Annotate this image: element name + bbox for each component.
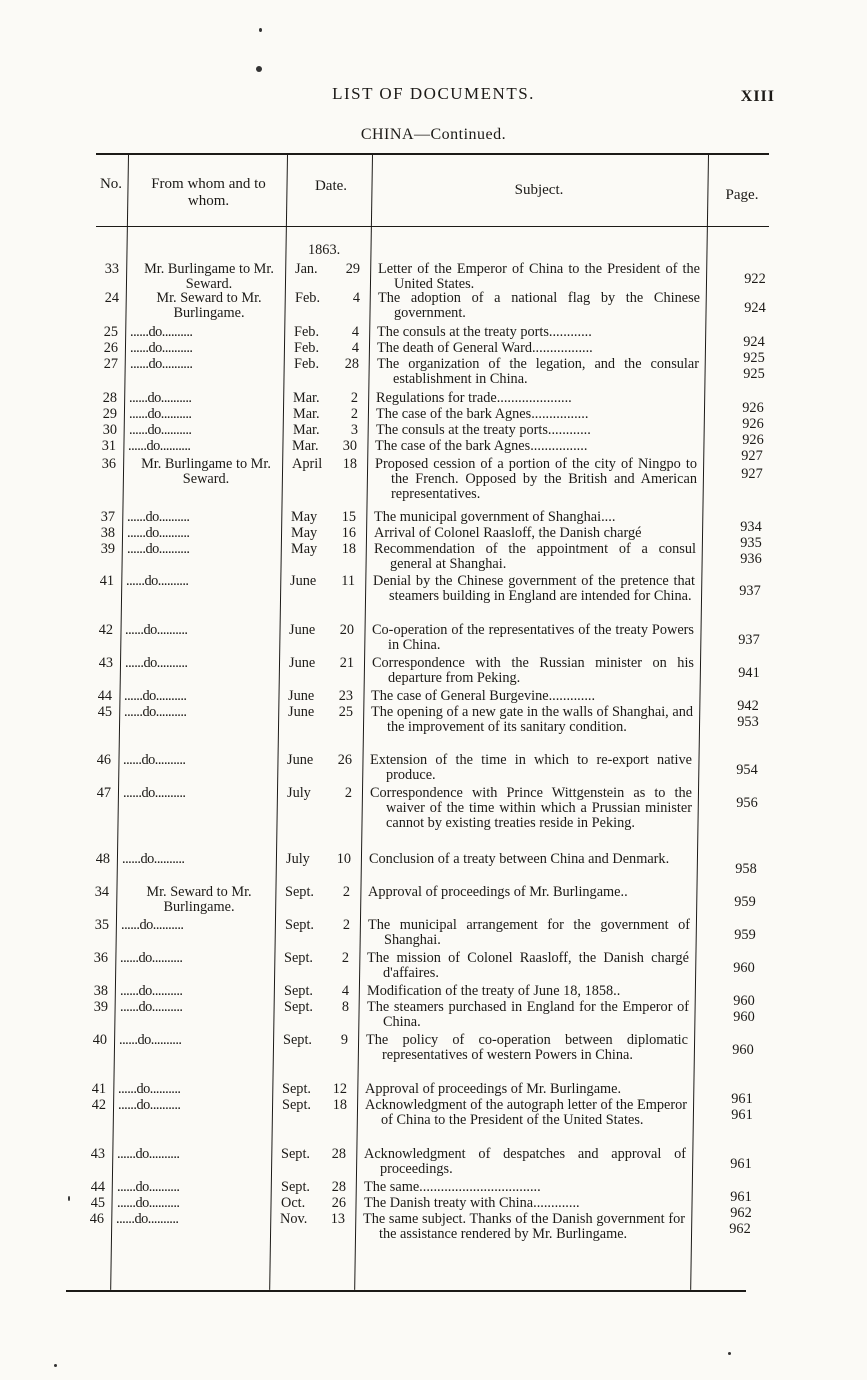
- row-page: 959: [734, 894, 756, 910]
- row-page: 936: [740, 551, 762, 567]
- row-date-day: 13: [330, 1211, 345, 1227]
- row-date-day: 23: [338, 688, 353, 704]
- row-correspondents: ......do..........: [116, 1211, 179, 1227]
- row-date-month: Feb.: [294, 324, 320, 340]
- row-date-day: 2: [342, 884, 350, 900]
- row-number: 25: [103, 324, 118, 340]
- row-number: 26: [103, 340, 118, 356]
- row-subject: The case of the bark Agnes................: [376, 406, 589, 422]
- row-page: 925: [743, 350, 765, 366]
- row-date-day: 20: [339, 622, 354, 638]
- row-subject: The death of General Ward.................: [377, 340, 593, 356]
- row-correspondents: Mr. Burlingame to Mr. Seward.: [144, 261, 274, 292]
- row-correspondents: ......do..........: [126, 573, 189, 589]
- row-page: 925: [743, 366, 765, 382]
- row-correspondents: ......do..........: [123, 785, 186, 801]
- row-number: 38: [100, 525, 115, 541]
- row-page: 956: [736, 795, 758, 811]
- row-number: 39: [93, 999, 108, 1015]
- row-date-month: Nov.: [280, 1211, 308, 1227]
- table-bottom-rule: [66, 1290, 746, 1292]
- row-correspondents: ......do..........: [119, 1032, 182, 1048]
- row-date-month: Feb.: [295, 290, 321, 306]
- row-date-month: June: [290, 573, 317, 589]
- row-subject: Letter of the Emperor of China to the President of the United States.: [378, 261, 700, 292]
- row-page: 960: [733, 993, 755, 1009]
- row-subject: The case of General Burgevine.............: [371, 688, 596, 704]
- section-title: CHINA—Continued.: [360, 126, 507, 143]
- row-date-day: 3: [350, 422, 358, 438]
- row-date-day: 26: [337, 752, 352, 768]
- row-correspondents: ......do..........: [128, 438, 191, 454]
- row-subject: The municipal government of Shanghai....: [374, 509, 616, 525]
- row-correspondents: Mr. Seward to Mr. Burlingame.: [146, 884, 252, 915]
- row-page: 960: [733, 960, 755, 976]
- row-number: 46: [96, 752, 111, 768]
- row-subject: The steamers purchased in England for the Emperor of China.: [367, 999, 689, 1030]
- row-subject: The case of the bark Agnes................: [375, 438, 588, 454]
- row-page: 962: [730, 1205, 752, 1221]
- row-page: 954: [736, 762, 758, 778]
- row-page: 961: [731, 1107, 753, 1123]
- row-number: 28: [102, 390, 117, 406]
- row-correspondents: Mr. Burlingame to Mr. Seward.: [141, 456, 271, 487]
- column-header-page: Page.: [725, 187, 759, 203]
- row-date-month: Mar.: [293, 406, 320, 422]
- row-correspondents: ......do..........: [129, 406, 192, 422]
- row-date-month: June: [287, 752, 314, 768]
- row-subject: Acknowledgment of despatches and approval of proceedings.: [364, 1146, 686, 1177]
- row-page: 953: [737, 714, 759, 730]
- row-number: 40: [92, 1032, 107, 1048]
- row-subject: The policy of co-operation between diplomatic representatives of western Powers in China.: [366, 1032, 688, 1063]
- row-number: 48: [95, 851, 110, 867]
- row-date-day: 4: [351, 340, 359, 356]
- scan-speck: [68, 1196, 70, 1201]
- row-number: 39: [100, 541, 115, 557]
- row-number: 34: [94, 884, 109, 900]
- row-page: 962: [729, 1221, 751, 1237]
- row-page: 926: [742, 416, 764, 432]
- row-date-month: June: [288, 704, 315, 720]
- row-date-day: 2: [341, 950, 349, 966]
- row-correspondents: ......do..........: [117, 1146, 180, 1162]
- row-subject: Correspondence with Prince Wittgenstein as to the waiver of the time within which a Prussian minister cannot by existing treaties reside in Peking.: [370, 785, 692, 831]
- row-correspondents: ......do..........: [124, 688, 187, 704]
- row-date-month: July: [286, 851, 310, 867]
- row-number: 36: [93, 950, 108, 966]
- row-date-month: Sept.: [285, 884, 314, 900]
- row-number: 24: [104, 290, 119, 306]
- row-number: 36: [101, 456, 116, 472]
- row-page: 927: [741, 466, 763, 482]
- row-page: 960: [732, 1042, 754, 1058]
- row-subject: The consuls at the treaty ports............: [376, 422, 591, 438]
- page-number: XIII: [740, 88, 775, 105]
- row-correspondents: ......do..........: [121, 917, 184, 933]
- row-page: 926: [742, 400, 764, 416]
- row-page: 961: [730, 1156, 752, 1172]
- row-date-month: Sept.: [284, 950, 313, 966]
- row-correspondents: ......do..........: [120, 950, 183, 966]
- row-date-day: 28: [331, 1146, 346, 1162]
- row-number: 33: [104, 261, 119, 277]
- scan-speck: [259, 28, 262, 32]
- row-subject: The organization of the legation, and the consular establishment in China.: [377, 356, 699, 387]
- scan-speck: [256, 66, 262, 72]
- row-number: 45: [97, 704, 112, 720]
- row-date-month: July: [287, 785, 311, 801]
- row-number: 42: [91, 1097, 106, 1113]
- row-number: 47: [96, 785, 111, 801]
- row-subject: Extension of the time in which to re-export native produce.: [370, 752, 692, 783]
- row-page: 937: [738, 632, 760, 648]
- row-number: 37: [100, 509, 115, 525]
- row-subject: Approval of proceedings of Mr. Burlingame.: [365, 1081, 622, 1097]
- row-number: 45: [90, 1195, 105, 1211]
- row-date-day: 25: [338, 704, 353, 720]
- row-date-month: Mar.: [293, 422, 320, 438]
- row-subject: Recommendation of the appointment of a consul general at Shanghai.: [374, 541, 696, 572]
- row-date-day: 28: [331, 1179, 346, 1195]
- row-date-day: 8: [341, 999, 349, 1015]
- row-date-month: Sept.: [285, 917, 314, 933]
- row-correspondents: ......do..........: [122, 851, 185, 867]
- row-subject: Correspondence with the Russian minister on his departure from Peking.: [372, 655, 694, 686]
- row-subject: Acknowledgment of the autograph letter of the Emperor of China to the President of the United States.: [365, 1097, 687, 1128]
- row-page: 934: [740, 519, 762, 535]
- row-subject: The same..................................: [364, 1179, 541, 1195]
- year-label: 1863.: [308, 242, 341, 258]
- row-date-day: 2: [350, 390, 358, 406]
- row-correspondents: ......do..........: [124, 704, 187, 720]
- row-date-month: Oct.: [281, 1195, 306, 1211]
- row-date-day: 29: [345, 261, 360, 277]
- row-date-month: April: [292, 456, 323, 472]
- row-number: 44: [90, 1179, 105, 1195]
- scan-speck: [728, 1352, 731, 1355]
- row-subject: Approval of proceedings of Mr. Burlingame..: [368, 884, 628, 900]
- column-header-no: No.: [99, 176, 123, 192]
- row-subject: The opening of a new gate in the walls of Shanghai, and the improvement of its sanitary condition.: [371, 704, 693, 735]
- row-date-month: May: [291, 509, 318, 525]
- row-subject: Regulations for trade.....................: [376, 390, 572, 406]
- row-date-day: 16: [341, 525, 356, 541]
- row-date-day: 2: [342, 917, 350, 933]
- row-correspondents: ......do..........: [130, 356, 193, 372]
- row-correspondents: ......do..........: [117, 1195, 180, 1211]
- row-date-month: Sept.: [284, 999, 313, 1015]
- scan-speck: [54, 1364, 57, 1367]
- row-number: 44: [97, 688, 112, 704]
- row-subject: Modification of the treaty of June 18, 1858..: [367, 983, 621, 999]
- row-date-day: 18: [341, 541, 356, 557]
- row-date-day: 30: [342, 438, 357, 454]
- row-correspondents: ......do..........: [127, 541, 190, 557]
- row-number: 42: [98, 622, 113, 638]
- row-date-day: 4: [351, 324, 359, 340]
- row-number: 38: [93, 983, 108, 999]
- row-date-month: Mar.: [293, 390, 320, 406]
- row-date-day: 18: [332, 1097, 347, 1113]
- row-page: 942: [737, 698, 759, 714]
- row-date-month: Jan.: [295, 261, 318, 277]
- row-date-month: May: [291, 525, 318, 541]
- row-correspondents: ......do..........: [127, 509, 190, 525]
- row-correspondents: ......do..........: [120, 983, 183, 999]
- column-header-date: Date.: [314, 178, 348, 194]
- row-subject: The mission of Colonel Raasloff, the Danish chargé d'affaires.: [367, 950, 689, 981]
- row-date-month: Sept.: [282, 1081, 311, 1097]
- row-correspondents: ......do..........: [130, 324, 193, 340]
- row-page: 958: [735, 861, 757, 877]
- row-date-month: Sept.: [281, 1179, 310, 1195]
- row-page: 922: [744, 271, 766, 287]
- row-date-month: Feb.: [294, 356, 320, 372]
- row-number: 31: [101, 438, 116, 454]
- row-correspondents: ......do..........: [117, 1179, 180, 1195]
- row-number: 41: [91, 1081, 106, 1097]
- row-correspondents: ......do..........: [118, 1097, 181, 1113]
- row-number: 29: [102, 406, 117, 422]
- row-date-day: 9: [340, 1032, 348, 1048]
- row-date-day: 15: [341, 509, 356, 525]
- row-correspondents: ......do..........: [129, 390, 192, 406]
- row-correspondents: ......do..........: [120, 999, 183, 1015]
- row-date-day: 4: [352, 290, 360, 306]
- row-page: 924: [744, 300, 766, 316]
- column-header-from: From whom and to whom.: [151, 176, 266, 209]
- row-number: 43: [90, 1146, 105, 1162]
- row-date-month: Sept.: [282, 1097, 311, 1113]
- row-date-month: Mar.: [292, 438, 319, 454]
- row-date-month: Sept.: [283, 1032, 312, 1048]
- row-page: 961: [731, 1091, 753, 1107]
- row-subject: The adoption of a national flag by the Chinese government.: [378, 290, 700, 321]
- row-page: 935: [740, 535, 762, 551]
- row-correspondents: ......do..........: [123, 752, 186, 768]
- header-bottom-rule: [96, 226, 769, 227]
- row-date-day: 10: [336, 851, 351, 867]
- row-date-day: 11: [341, 573, 355, 589]
- row-correspondents: ......do..........: [118, 1081, 181, 1097]
- row-number: 27: [103, 356, 118, 372]
- row-date-day: 2: [344, 785, 352, 801]
- row-date-month: June: [289, 655, 316, 671]
- row-subject: The Danish treaty with China.............: [364, 1195, 580, 1211]
- row-date-month: Sept.: [281, 1146, 310, 1162]
- row-date-day: 18: [342, 456, 357, 472]
- row-date-day: 2: [350, 406, 358, 422]
- running-title: LIST OF DOCUMENTS.: [332, 84, 535, 103]
- row-subject: Denial by the Chinese government of the pretence that steamers building in England are intended for China.: [373, 573, 695, 604]
- row-number: 35: [94, 917, 109, 933]
- row-number: 30: [102, 422, 117, 438]
- row-page: 960: [733, 1009, 755, 1025]
- row-number: 46: [89, 1211, 104, 1227]
- row-date-month: Sept.: [284, 983, 313, 999]
- row-date-day: 12: [332, 1081, 347, 1097]
- table-top-rule: [96, 153, 769, 155]
- row-subject: Proposed cession of a portion of the city of Ningpo to the French. Opposed by the British and American representatives.: [375, 456, 697, 502]
- row-date-month: Feb.: [294, 340, 320, 356]
- row-correspondents: Mr. Seward to Mr. Burlingame.: [156, 290, 262, 321]
- row-number: 43: [98, 655, 113, 671]
- row-subject: Conclusion of a treaty between China and Denmark.: [369, 851, 670, 867]
- row-date-day: 26: [331, 1195, 346, 1211]
- row-date-day: 4: [341, 983, 349, 999]
- row-subject: The municipal arrangement for the government of Shanghai.: [368, 917, 690, 948]
- row-page: 941: [738, 665, 760, 681]
- row-page: 959: [734, 927, 756, 943]
- row-correspondents: ......do..........: [129, 422, 192, 438]
- row-page: 927: [741, 448, 763, 464]
- row-page: 937: [739, 583, 761, 599]
- row-page: 926: [742, 432, 764, 448]
- row-subject: Arrival of Colonel Raasloff, the Danish chargé: [374, 525, 642, 541]
- row-subject: Co-operation of the representatives of the treaty Powers in China.: [372, 622, 694, 653]
- row-date-day: 28: [344, 356, 359, 372]
- row-date-month: June: [289, 622, 316, 638]
- row-correspondents: ......do..........: [127, 525, 190, 541]
- row-date-day: 21: [339, 655, 354, 671]
- row-page: 961: [730, 1189, 752, 1205]
- column-header-subject: Subject.: [514, 182, 564, 198]
- row-page: 924: [743, 334, 765, 350]
- row-date-month: May: [291, 541, 318, 557]
- row-correspondents: ......do..........: [130, 340, 193, 356]
- row-correspondents: ......do..........: [125, 622, 188, 638]
- row-correspondents: ......do..........: [125, 655, 188, 671]
- row-number: 41: [99, 573, 114, 589]
- row-date-month: June: [288, 688, 315, 704]
- row-subject: The same subject. Thanks of the Danish government for the assistance rendered by Mr. Burlingame.: [363, 1211, 685, 1242]
- row-subject: The consuls at the treaty ports............: [377, 324, 592, 340]
